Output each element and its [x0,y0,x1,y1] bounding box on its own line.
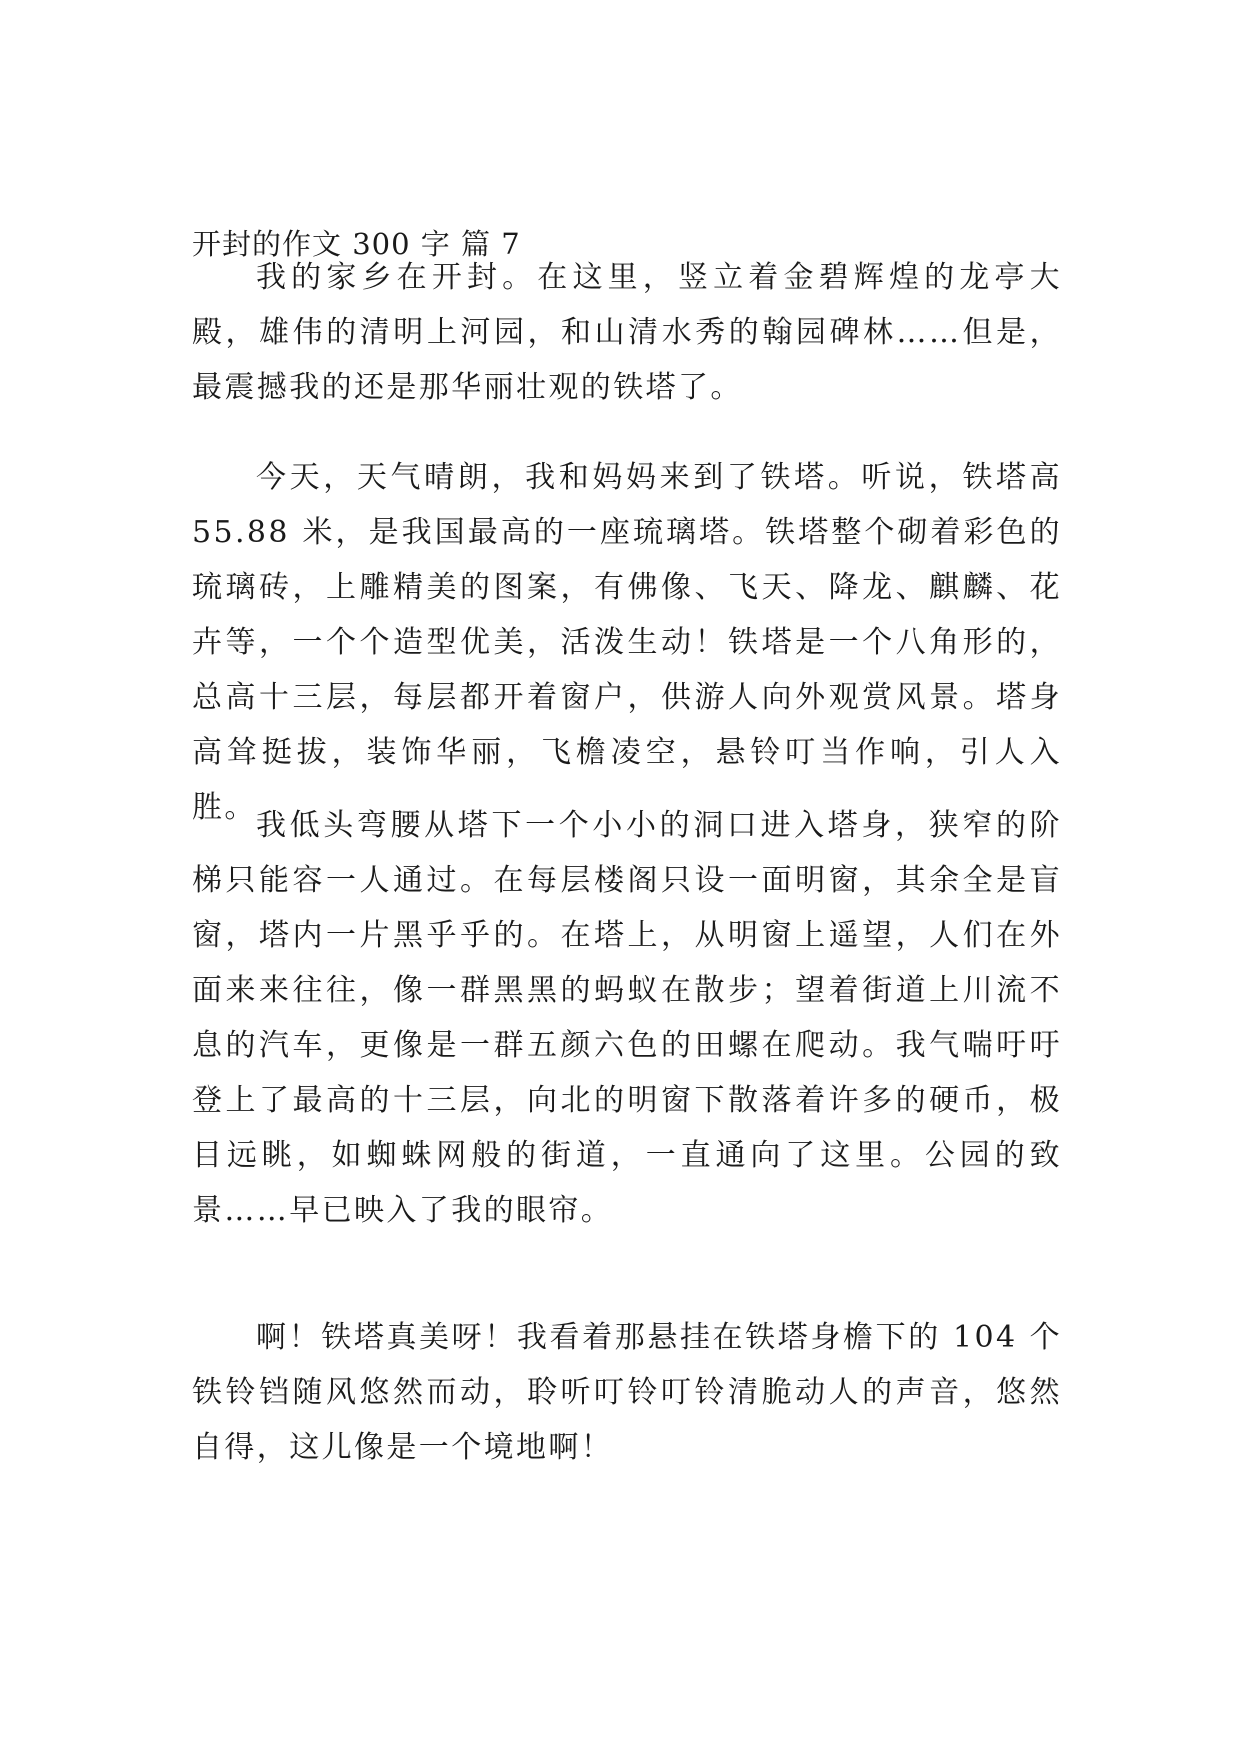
paragraph-3: 我低头弯腰从塔下一个小小的洞口进入塔身，狭窄的阶梯只能容一人通过。在每层楼阁只设一面明窗，其余全是盲窗，塔内一片黑乎乎的。在塔上，从明窗上遥望，人们在外面来来往往，像一群黑黑的蚂蚁在散步；望着街道上川流不息的汽车，更像是一群五颜六色的田螺在爬动。我气喘吁吁登上了最高的十三层，向北的明窗下散落着许多的硬币，极目远眺，如蜘蛛网般的街道，一直通向了这里。公园的致景……早已映入了我的眼帘。 [192,808,1062,1228]
paragraph-1: 我的家乡在开封。在这里，竖立着金碧辉煌的龙亭大殿，雄伟的清明上河园，和山清水秀的翰园碑林……但是，最震撼我的还是那华丽壮观的铁塔了。 [192,260,1062,405]
paragraph-4: 啊！铁塔真美呀！我看着那悬挂在铁塔身檐下的 104 个铁铃铛随风悠然而动，聆听叮铃叮铃清脆动人的声音，悠然自得，这儿像是一个境地啊！ [192,1320,1062,1465]
document-title: 开封的作文 300 字 篇 7 [192,227,521,261]
paragraph-2: 今天，天气晴朗，我和妈妈来到了铁塔。听说，铁塔高 55.88 米，是我国最高的一座琉璃塔。铁塔整个砌着彩色的琉璃砖，上雕精美的图案，有佛像、飞天、降龙、麒麟、花卉等，一个个造型优美，活泼生动！铁塔是一个八角形的，总高十三层，每层都开着窗户，供游人向外观赏风景。塔身高耸挺拔，装饰华丽，飞檐凌空，悬铃叮当作响，引人入胜。 [192,460,1062,825]
